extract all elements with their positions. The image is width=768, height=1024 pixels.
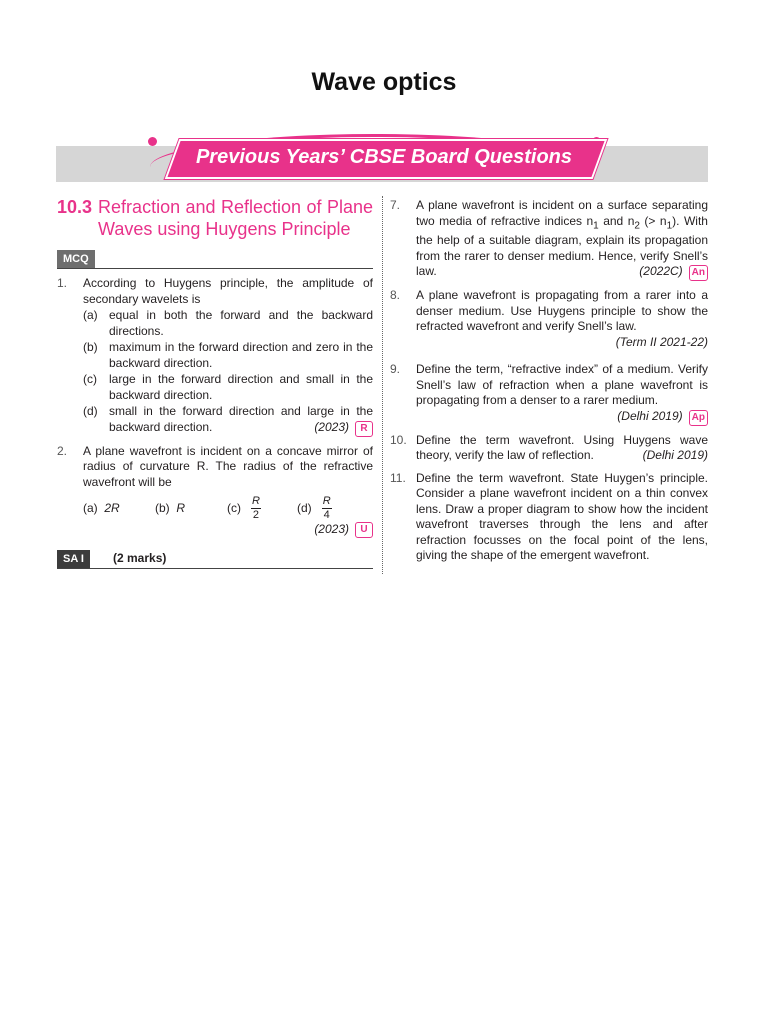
text-part: and n [598, 213, 635, 228]
option-label: (c) [83, 372, 97, 386]
question-text [416, 362, 708, 423]
question-source: (Term II 2021-22) [615, 334, 708, 349]
source-group [639, 264, 708, 281]
question-text: According to Huygens principle, the amplitude of secondary wavelets is [83, 276, 373, 306]
option-c [227, 495, 297, 522]
question-source: (2022C) [639, 264, 683, 279]
question-text [416, 198, 708, 280]
question-text: A plane wavefront is propagating from a rarer into a denser medium. Use Huygens principle to show the refracted wavefront and verify Snell’s law. [416, 288, 708, 334]
source-group [643, 448, 708, 464]
option-text: 2R [104, 500, 120, 515]
source-group [83, 522, 373, 538]
option-text: large in the forward direction and small in the backward direction. [109, 372, 373, 402]
section-title: Refraction and Reflection of Plane Waves using Huygens Principle [98, 197, 373, 239]
source-group [416, 335, 708, 351]
question-number: 2. [57, 443, 68, 458]
source-group [314, 420, 373, 437]
option-text: small in the forward direction and large in the backward direction. [109, 404, 373, 434]
question-7 [390, 198, 708, 281]
difficulty-badge: An [689, 265, 708, 281]
question-text: A plane wavefront is incident on a concave mirror of radius of curvature R. The radius of the refractive wavefront will be [83, 443, 373, 489]
fraction [251, 495, 261, 522]
question-source: (Delhi 2019) [642, 448, 708, 463]
options-row [83, 495, 373, 522]
subscript: 1 [593, 219, 599, 231]
text-part: ). With the help of a suitable diagram, explain its propagation from the rarer to denser medium. Hence, verify Snell’s law. [416, 213, 708, 279]
option-d [297, 495, 332, 522]
option-text: equal in both the forward and the backward directions. [109, 308, 373, 338]
sa-tag: SA I [57, 550, 90, 568]
question-number: 10. [390, 432, 407, 447]
option-label: (d) [297, 500, 312, 515]
text-part: Define the term wavefront. Using Huygens wave theory, verify the law of reflection. [416, 432, 708, 463]
option-label: (b) [155, 500, 170, 515]
mcq-tag: MCQ [57, 250, 95, 268]
option-text: R [176, 500, 186, 515]
subscript: 2 [634, 219, 640, 231]
option-text: maximum in the forward direction and zero in the backward direction. [109, 340, 373, 370]
option-c [83, 372, 373, 403]
question-text: Define the term wavefront. State Huygen’s principle. Consider a plane wavefront incident on a thin convex lens. Draw a proper diagram to show how the incident wavefront traverses through the lens and after refraction focusses on the focal point of the lens, giving the shape of the emergent wavefront. [416, 470, 708, 563]
fraction-denominator: 4 [323, 509, 330, 521]
question-source: (2023) [314, 419, 349, 434]
option-label: (c) [227, 500, 241, 515]
question-number: 8. [390, 288, 401, 303]
sa-tag-row [57, 550, 373, 569]
option-label: (a) [83, 308, 98, 322]
option-d [83, 404, 373, 437]
question-number: 7. [390, 198, 401, 212]
option-a [83, 501, 155, 517]
column-divider [382, 196, 383, 574]
option-b [83, 340, 373, 371]
fraction-numerator: R [252, 495, 260, 507]
option-text-with-source [109, 404, 373, 437]
question-9 [390, 362, 708, 426]
option-label: (b) [83, 340, 98, 354]
sa-marks: (2 marks) [113, 551, 167, 565]
question-11 [390, 471, 708, 564]
section-heading [57, 196, 373, 240]
banner-title: Previous Years’ CBSE Board Questions [195, 146, 573, 168]
option-b [155, 501, 227, 517]
right-column [390, 196, 708, 564]
question-8 [390, 288, 708, 350]
text-part: (> n [639, 213, 667, 228]
banner-dot-left [148, 137, 157, 146]
option-a [83, 308, 373, 339]
option-label: (d) [83, 404, 98, 418]
section-number: 10.3 [57, 197, 93, 217]
question-number: 11. [390, 470, 406, 485]
option-label: (a) [83, 500, 98, 515]
question-number: 9. [390, 362, 401, 377]
text-part: Define the term, “refractive index” of a medium. Verify Snell’s law of refraction when a plane wavefront is propagating from a denser to a rarer medium. [416, 362, 708, 408]
question-1 [57, 276, 373, 437]
difficulty-badge: Ap [689, 410, 708, 426]
difficulty-badge: U [355, 522, 373, 538]
source-group [617, 409, 708, 426]
question-10 [390, 433, 708, 464]
difficulty-badge: R [355, 421, 373, 437]
question-source: (2023) [314, 522, 349, 537]
fraction [322, 495, 332, 522]
fraction-numerator: R [322, 495, 331, 507]
question-number: 1. [57, 276, 68, 290]
subscript: 1 [666, 219, 673, 231]
text-part: A plane wavefront is incident on a surface separating two media of refractive indices n [416, 198, 708, 228]
page-title: Wave optics [311, 68, 457, 96]
mcq-tag-row [57, 250, 373, 269]
question-text [416, 433, 708, 464]
left-column [57, 196, 373, 569]
question-2 [57, 444, 373, 539]
fraction-denominator: 2 [252, 509, 260, 521]
question-source: (Delhi 2019) [617, 408, 683, 423]
